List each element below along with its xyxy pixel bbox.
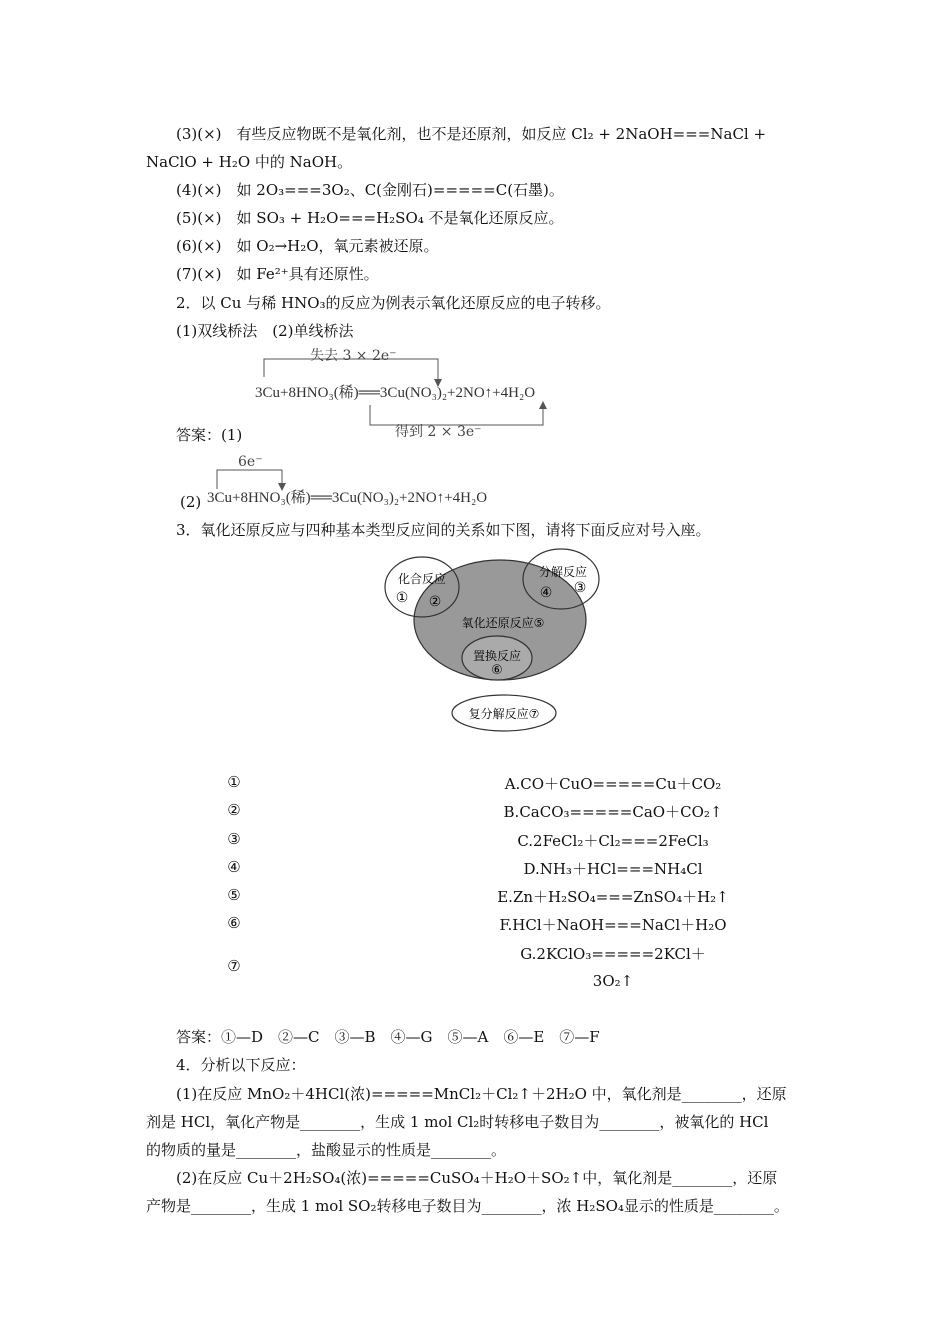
- question-3-answer: 答案：①—D ②—C ③—B ④—G ⑤—A ⑥—E ⑦—F: [176, 1028, 600, 1046]
- match-number-6: ⑥: [227, 914, 241, 932]
- answer-item-3-line1: (3)(×) 有些反应物既不是氧化剂，也不是还原剂，如反应 Cl₂ + 2NaOH===NaCl +: [176, 125, 767, 143]
- question-4-part2-line2: 产物是________，生成 1 mol SO₂转移电子数目为________，浓 H₂SO₄显示的性质是________。: [146, 1197, 789, 1215]
- mark-6: ⑥: [491, 663, 503, 678]
- mark-4: ④: [539, 585, 553, 601]
- match-number-1: ①: [227, 773, 241, 791]
- answer-item-7: (7)(×) 如 Fe²⁺具有还原性。: [176, 265, 379, 283]
- eq2-part-label: (2): [180, 493, 202, 511]
- match-number-4: ④: [227, 858, 241, 876]
- label-combination: 化合反应: [397, 572, 447, 586]
- reaction-g-line1: G.2KClO₃=====2KCl＋: [520, 945, 706, 963]
- label-metathesis: 复分解反应⑦: [468, 707, 540, 721]
- match-number-5: ⑤: [227, 886, 241, 904]
- match-number-7: ⑦: [227, 957, 241, 975]
- label-redox: 氧化还原反应⑤: [461, 616, 545, 630]
- reaction-f: F.HCl＋NaOH===NaCl＋H₂O: [499, 916, 727, 934]
- question-2-answer-label: 答案：(1): [176, 426, 243, 444]
- answer-item-6: (6)(×) 如 O₂→H₂O，氧元素被还原。: [176, 237, 439, 255]
- reaction-g-line2: 3O₂↑: [592, 972, 634, 990]
- eq1-lose-label: 失去 3 × 2e⁻: [310, 348, 397, 364]
- reaction-b: B.CaCO₃=====CaO＋CO₂↑: [503, 803, 723, 821]
- question-2-title: 2．以 Cu 与稀 HNO₃的反应为例表示氧化还原反应的电子转移。: [176, 294, 611, 312]
- reaction-a: A.CO＋CuO=====Cu＋CO₂: [504, 775, 722, 793]
- answer-item-5: (5)(×) 如 SO₃ + H₂O===H₂SO₄ 不是氧化还原反应。: [176, 209, 564, 227]
- reaction-c: C.2FeCl₂＋Cl₂===2FeCl₃: [517, 832, 709, 850]
- reaction-d: D.NH₃＋HCl===NH₄Cl: [523, 860, 703, 878]
- answer-item-4: (4)(×) 如 2O₃===3O₂、C(金刚石)=====C(石墨)。: [176, 181, 564, 199]
- match-number-2: ②: [227, 801, 241, 819]
- match-number-3: ③: [227, 830, 241, 848]
- question-4-part1-line3: 的物质的量是________，盐酸显示的性质是________。: [146, 1141, 507, 1159]
- answer-item-3-line2: NaClO + H₂O 中的 NaOH。: [146, 153, 353, 171]
- question-4-part1-line1: (1)在反应 MnO₂＋4HCl(浓)=====MnCl₂＋Cl₂↑＋2H₂O 中，氧化剂是________，还原: [176, 1085, 787, 1103]
- question-4-part2-line1: (2)在反应 Cu＋2H₂SO₄(浓)=====CuSO₄＋H₂O＋SO₂↑中，氧化剂是________，还原: [176, 1169, 778, 1187]
- label-decomposition: 分解反应: [538, 565, 588, 579]
- eq2-equation: 3Cu+8HNO₃(稀)══3Cu(NO₃)₂+2NO↑+4H₂O: [207, 490, 488, 506]
- eq1-equation: 3Cu+8HNO₃(稀)══3Cu(NO₃)₂+2NO↑+4H₂O: [255, 385, 536, 401]
- label-replacement: 置换反应: [472, 649, 522, 663]
- reaction-venn-diagram: [380, 545, 610, 735]
- question-3-title: 3．氧化还原反应与四种基本类型反应间的关系如下图，请将下面反应对号入座。: [176, 521, 711, 539]
- question-4-part1-line2: 剂是 HCl，氧化产物是________，生成 1 mol Cl₂时转移电子数目为________，被氧化的 HCl: [146, 1113, 769, 1131]
- reaction-e: E.Zn＋H₂SO₄===ZnSO₄＋H₂↑: [497, 888, 729, 906]
- mark-3: ③: [573, 580, 587, 596]
- mark-1: ①: [395, 590, 409, 606]
- mark-2: ②: [428, 594, 442, 610]
- eq1-gain-label: 得到 2 × 3e⁻: [395, 424, 482, 440]
- question-2-methods: (1)双线桥法 (2)单线桥法: [176, 322, 354, 340]
- eq2-electron-label: 6e⁻: [238, 454, 263, 470]
- question-4-title: 4．分析以下反应：: [176, 1056, 306, 1074]
